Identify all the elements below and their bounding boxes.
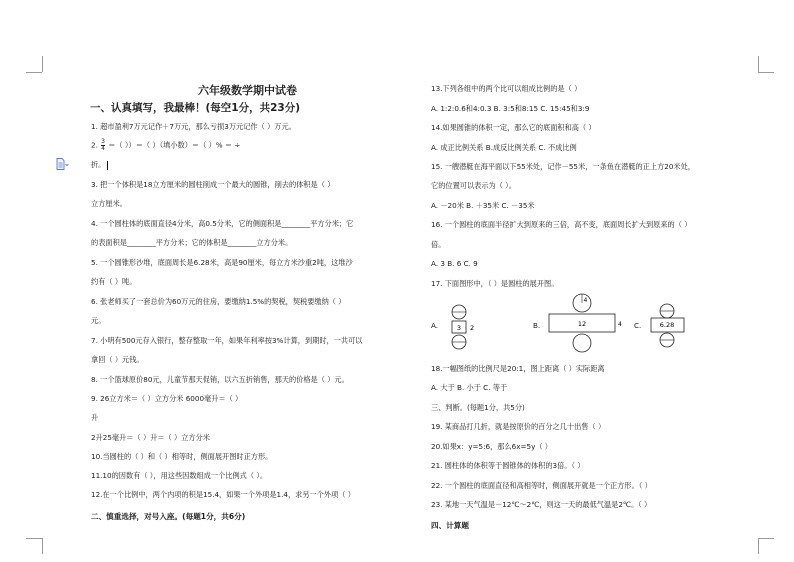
question-6: 6. 张老师买了一套总价为60万元的住房，要缴纳1.5%的契税，契税要缴纳（ ）: [91, 297, 346, 306]
question-9: 9. 26立方米＝（ ）立方分米 6000毫升＝（ ）: [91, 394, 243, 403]
question-6-cont: 元。: [91, 316, 106, 325]
question-12: 12.在一个比例中，两个内项的积是15.4，如果一个外项是1.4，求另一个外项（ ）: [91, 490, 355, 499]
question-1: 1. 超市盈利7万元记作＋7万元，那么亏损3万元记作（ ）万元。: [91, 122, 296, 131]
question-13-options: A. 1:2:0.6和4:0.3 B. 3:5和8:15 C. 15:45和3:9: [431, 104, 590, 113]
text-cursor: [107, 161, 108, 170]
crop-mark-top-right-h: [758, 72, 774, 73]
question-22: 22. 一个圆柱的底面直径和高相等时，侧面展开就是一个正方形。（ ）: [431, 481, 652, 490]
figure-option-a: [446, 303, 476, 355]
exam-title: 六年级数学期中试卷: [198, 84, 297, 97]
question-14: 14.如果圆锥的体积一定，那么它的底面积和高（ ）: [431, 123, 596, 132]
figure-b-number-12: 12: [577, 320, 587, 328]
figure-option-c: [646, 302, 690, 354]
figure-option-b-label: B.: [533, 321, 541, 330]
question-21: 21. 圆柱体的体积等于圆锥体的体积的3倍。（ ）: [431, 461, 585, 470]
question-2-number: 2.: [91, 140, 98, 150]
question-16-options: A. 3 B. 6 C. 9: [431, 259, 478, 268]
question-9-cont: 升: [91, 413, 99, 422]
section-2-heading: 二、慎重选择，对号入座。(每题1分，共6分): [91, 512, 246, 521]
question-10: 10.当圆柱的（ ）和（ ）相等时，侧面展开图时正方形。: [91, 452, 273, 461]
crop-mark-bottom-right-h: [758, 538, 774, 539]
question-15: 15. 一艘潜艇在海平面以下55米处，记作－55米，一条鱼在潜艇的正上方20米处，: [431, 162, 695, 171]
question-11: 11.10的因数有（ ），用这些因数组成一个比例式（ ）。: [91, 471, 268, 480]
question-15-cont: 它的位置可以表示为（ ）。: [431, 181, 516, 190]
section-4-heading: 四、计算题: [431, 521, 469, 530]
section-1-heading: 一、认真填写，我最棒！(每空1分，共23分): [90, 102, 301, 114]
question-7-cont: 拿回（ ）元钱。: [91, 355, 144, 364]
question-17: 17. 下面图形中，（ ）是圆柱的展开图。: [431, 279, 559, 288]
figure-option-a-label: A.: [431, 321, 439, 330]
question-3: 3. 把一个体积是18立方厘米的圆柱削成一个最大的圆锥，削去的体积是（ ）: [91, 180, 335, 189]
crop-mark-top-right-v: [758, 56, 759, 72]
question-5-cont: 约有（ ）吨。: [91, 277, 137, 286]
crop-mark-bottom-left-v: [42, 538, 43, 554]
question-2-fraction: $\frac{3}{4}$: [101, 138, 105, 152]
question-13: 13.下列各组中的两个比可以组成比例的是（ ）: [431, 84, 582, 93]
document-icon[interactable]: [56, 158, 69, 170]
figure-option-b: [545, 292, 627, 358]
crop-mark-bottom-left-h: [26, 538, 42, 539]
figure-c-number-6-28: 6.28: [659, 321, 675, 329]
crop-mark-top-left-h: [26, 72, 42, 73]
figure-option-c-label: C.: [634, 321, 642, 330]
question-4-cont: 的表面积是________平方分米；它的体积是________立方分米。: [91, 238, 293, 247]
figure-b-number-4-side: 4: [618, 321, 622, 328]
figure-b-number-4-top: 4: [583, 297, 588, 304]
question-16: 16. 一个圆柱的底面半径扩大到原来的三倍，高不变，底面周长扩大到原来的（ ）: [431, 220, 692, 229]
question-2-fraction-after: ＝（ ）: [108, 140, 129, 150]
question-14-options: A. 成正比例关系 B.成反比例关系 C. 不成比例: [431, 143, 577, 152]
question-2: [91, 139, 240, 152]
question-2-end: 折。: [91, 160, 108, 170]
question-16-cont: 倍。: [431, 240, 446, 249]
question-5: 5. 一个圆锥形沙堆，底面周长是6.28米，高是90厘米，每立方米沙重2吨，这堆沙: [91, 258, 353, 267]
figure-a-number-2: 2: [470, 324, 475, 332]
question-23: 23. 某地一天气温是－12℃～2℃，则这一天的最低气温是2℃。（ ）: [431, 500, 652, 509]
question-7: 7. 小明有500元存入银行，整存整取一年，如果年利率按3%计算，到期时，一共可以: [91, 336, 363, 345]
crop-mark-top-left-v: [42, 56, 43, 72]
question-3-cont: 立方厘米。: [91, 199, 127, 208]
crop-mark-bottom-right-v: [758, 538, 759, 554]
section-3-heading: 三、判断。(每题1分，共5分): [431, 403, 525, 412]
question-9-line2: 2升25毫升＝（ ）升＝（ ）立方分米: [91, 433, 210, 442]
question-8: 8. 一个篮球原价80元，儿童节那天促销，以六五折销售，那天的价格是（ ）元。: [91, 375, 349, 384]
question-2-text: ）＝（ ）（填小数）＝（ ）% ＝ ÷: [128, 140, 241, 150]
figure-a-number-3: 3: [456, 324, 462, 332]
question-18-options: A. 大于 B. 小于 C. 等于: [431, 383, 508, 392]
question-18: 18.一幅图纸的比例尺是20:1，图上距离（ ）实际距离: [431, 364, 605, 373]
question-20: 20.如果x：y=5:6，那么6x=5y（ ）: [431, 442, 552, 451]
question-4: 4. 一个圆柱体的底面直径4分米，高0.5分米，它的侧面积是________平方分米；它: [91, 219, 354, 228]
question-19: 19. 某商品打几折，就是按原价的百分之几十出售（ ）: [431, 422, 606, 431]
question-15-options: A. －20米 B. ＋35米 C. －35米: [431, 201, 535, 210]
